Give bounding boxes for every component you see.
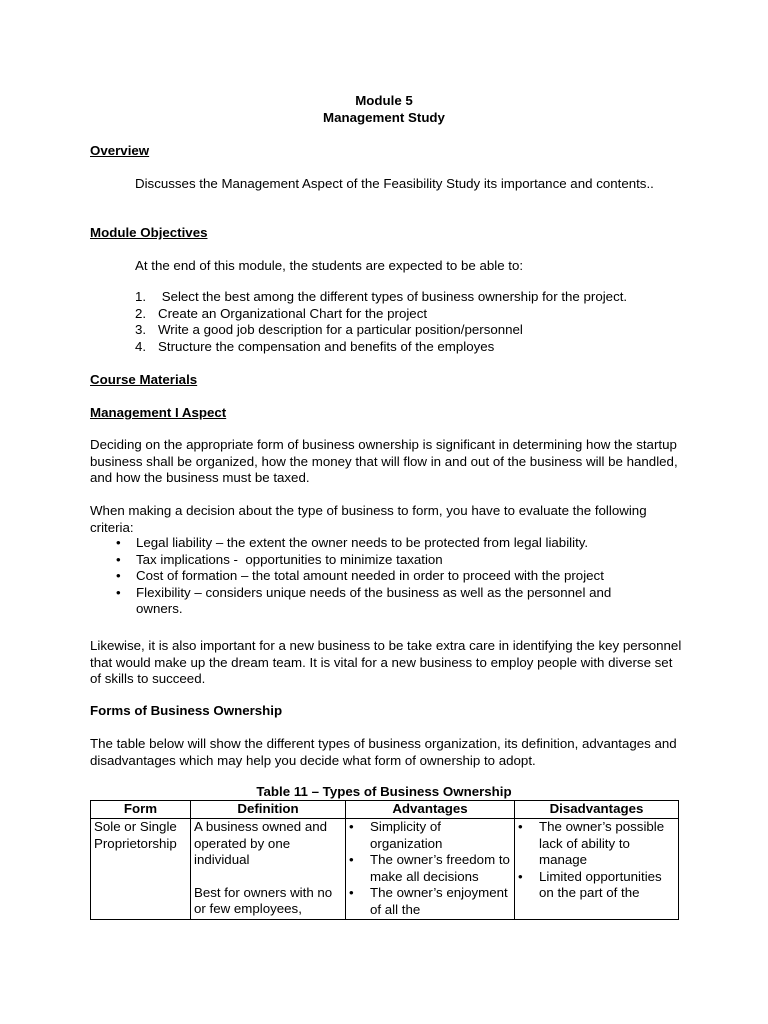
- list-item: • The owner’s possible lack of ability to manage: [518, 819, 675, 869]
- objectives-intro: At the end of this module, the students are expected to be able to:: [135, 258, 524, 273]
- column-header-definition: Definition: [191, 801, 346, 819]
- list-item: • Simplicity of organization: [349, 819, 511, 852]
- list-item-number: 3.: [135, 322, 147, 337]
- management-aspect-heading: Management I Aspect: [90, 405, 227, 420]
- list-item: • Legal liability – the extent the owner needs to be protected from legal liability.: [116, 535, 676, 552]
- column-header-form: Form: [91, 801, 191, 819]
- list-item: • The owner’s freedom to make all decisions: [349, 852, 511, 885]
- list-item-text: Write a good job description for a particular position/personnel: [158, 322, 523, 337]
- table-caption: Table 11 – Types of Business Ownership: [256, 784, 512, 799]
- column-header-disadvantages: Disadvantages: [515, 801, 679, 819]
- disadvantages-list: [518, 819, 675, 902]
- list-item: [135, 339, 627, 356]
- list-item: [135, 306, 627, 323]
- forms-heading: Forms of Business Ownership: [90, 703, 283, 718]
- cell-advantages: [346, 819, 515, 920]
- list-item-number: 4.: [135, 338, 147, 354]
- course-materials-heading: Course Materials: [90, 372, 198, 387]
- list-item: [135, 289, 627, 306]
- list-item-text: Select the best among the different types of business ownership for the project.: [158, 289, 628, 304]
- cell-disadvantages: [515, 819, 679, 920]
- cell-definition: [191, 819, 346, 920]
- objectives-heading: Module Objectives: [90, 225, 208, 240]
- management-paragraph-3: Likewise, it is also important for a new business to be take extra care in identifying the key personnel that would make up the dream team. It is vital for a new business to employ people with diverse set of skills to succeed.: [90, 638, 682, 686]
- list-item: • The owner’s enjoyment of all the: [349, 885, 511, 918]
- objectives-list: [135, 289, 627, 355]
- module-label: Module 5: [355, 93, 413, 108]
- list-item: • Flexibility – considers unique needs of the business as well as the personnel and owners.: [116, 585, 636, 618]
- list-item: • Cost of formation – the total amount needed in order to proceed with the project: [116, 568, 676, 585]
- list-item-number: 1.: [135, 289, 147, 304]
- definition-text: A business owned and operated by one individual: [194, 819, 328, 867]
- overview-heading: Overview: [90, 143, 150, 158]
- cell-form: [91, 819, 191, 920]
- definition-extra-text: Best for owners with no or few employees,: [194, 884, 333, 916]
- business-ownership-table: [90, 800, 679, 920]
- document-title: Management Study: [323, 110, 445, 125]
- advantages-list: [349, 819, 511, 918]
- table-row: [91, 819, 679, 920]
- list-item-text: Structure the compensation and benefits of the employes: [158, 338, 495, 354]
- table-header-row: [91, 801, 679, 819]
- management-paragraph-1: Deciding on the appropriate form of business ownership is significant in determining how the startup business shall be organized, how the money that will flow in and out of the business will be handled, and how the business must be taxed.: [90, 437, 678, 485]
- column-header-advantages: Advantages: [346, 801, 515, 819]
- list-item-text: Create an Organizational Chart for the project: [158, 305, 428, 321]
- criteria-list: [116, 535, 676, 618]
- form-name: Sole or Single Proprietorship: [94, 819, 177, 851]
- list-item: [135, 322, 627, 339]
- management-paragraph-2: When making a decision about the type of business to form, you have to evaluate the following criteria:: [90, 503, 647, 535]
- list-item: • Tax implications - opportunities to minimize taxation: [116, 552, 676, 569]
- overview-text: Discusses the Management Aspect of the Feasibility Study its importance and contents..: [135, 176, 654, 191]
- forms-intro: The table below will show the different types of business organization, its definition, advantages and disadvantages which may help you decide what form of ownership to adopt.: [90, 736, 677, 768]
- list-item-number: 2.: [135, 305, 147, 321]
- list-item: • Limited opportunities on the part of the: [518, 869, 675, 902]
